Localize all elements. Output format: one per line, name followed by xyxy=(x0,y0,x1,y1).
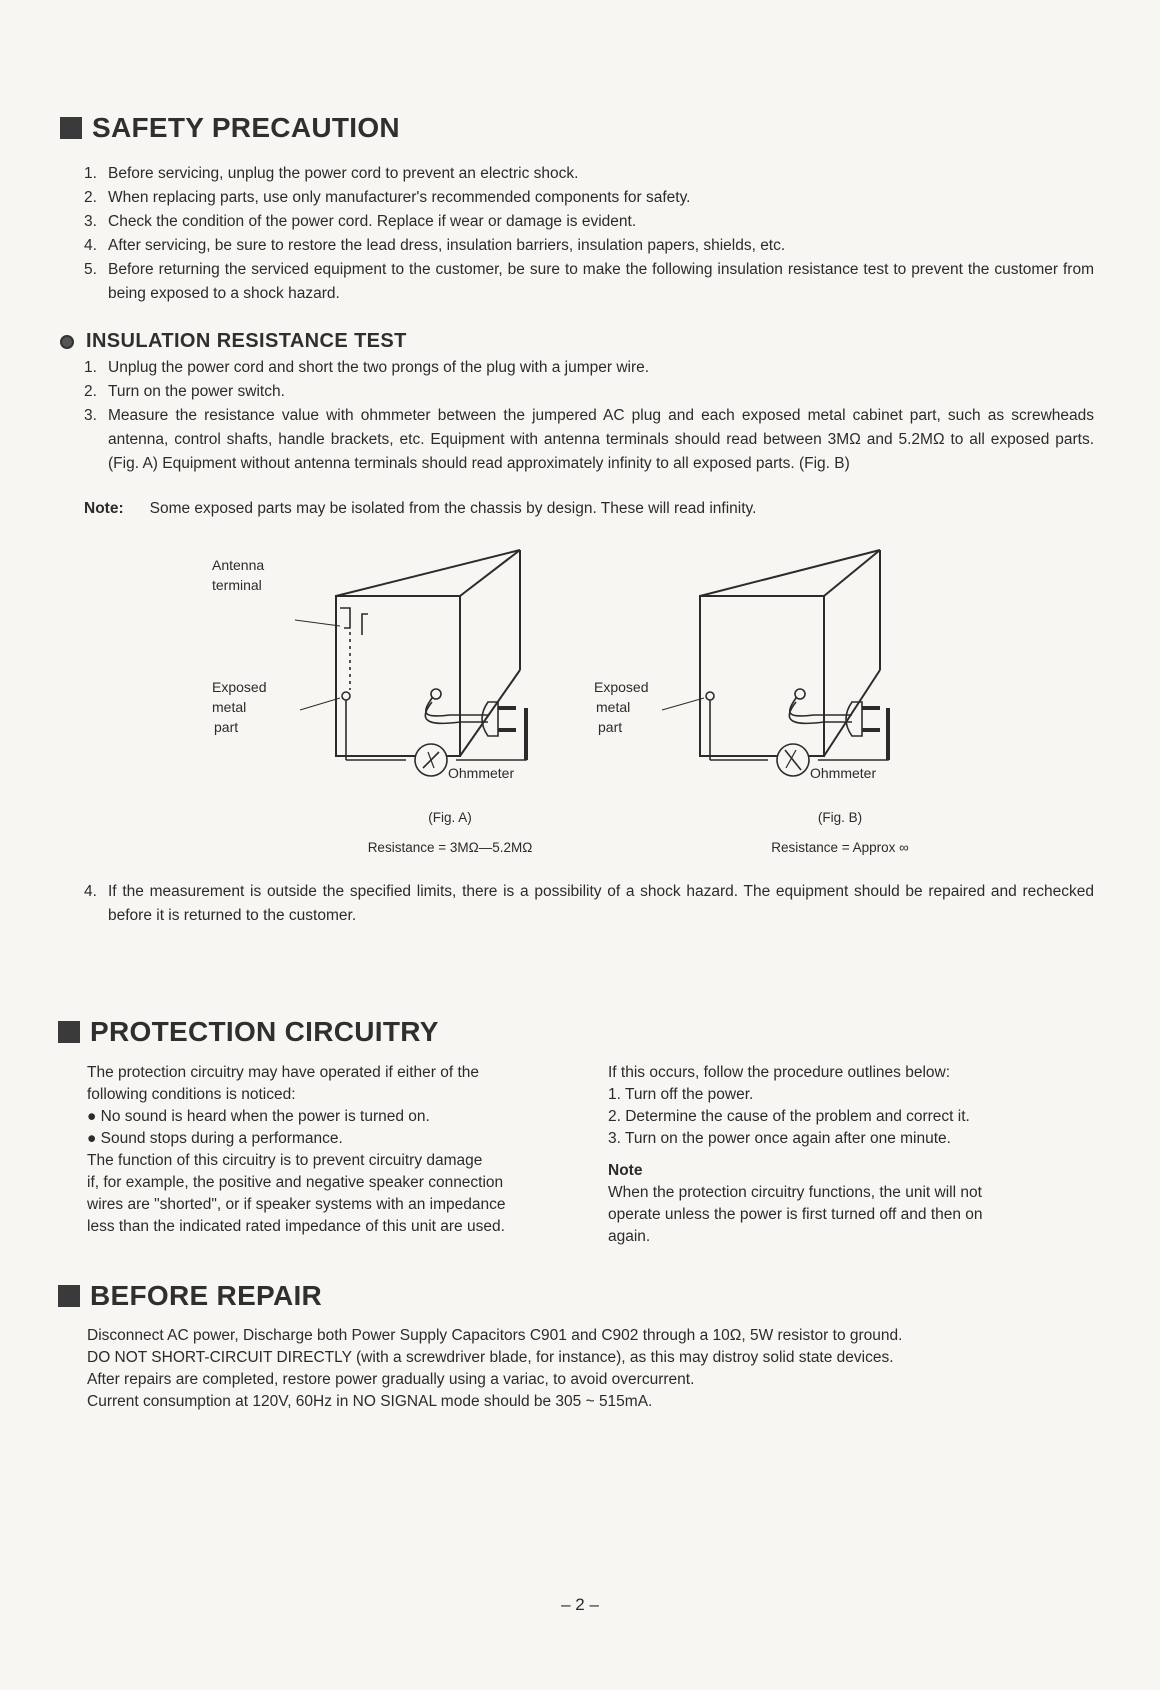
item-text: After servicing, be sure to restore the lead dress, insulation barriers, insulation papers, shields, etc. xyxy=(108,237,786,254)
ohmmeter-label: Ohmmeter xyxy=(810,765,877,781)
paragraph-line: The function of this circuitry is to prevent circuitry damage xyxy=(87,1152,483,1169)
list-item xyxy=(84,234,1094,258)
paragraph-line: less than the indicated rated impedance of this unit are used. xyxy=(87,1218,505,1235)
page-number: – 2 – xyxy=(561,1595,599,1614)
exposed-label-3: part xyxy=(214,719,239,735)
note-line: operate unless the power is first turned off and then on xyxy=(608,1206,983,1223)
item-text: Unplug the power cord and short the two prongs of the plug with a jumper wire. xyxy=(108,359,650,376)
paragraph-line: Disconnect AC power, Discharge both Power Supply Capacitors C901 and C902 through a 10Ω, 5W resistor to ground. xyxy=(87,1327,903,1344)
list-item xyxy=(84,380,1094,404)
list-item xyxy=(84,880,1094,928)
safety-list xyxy=(84,162,1094,306)
exposed-label-2: metal xyxy=(212,699,247,715)
repair-heading xyxy=(58,1280,322,1312)
chassis-box xyxy=(700,550,880,756)
list-item xyxy=(84,186,1094,210)
exposed-label-1: Exposed xyxy=(212,679,267,695)
safety-title: SAFETY PRECAUTION xyxy=(92,112,400,143)
paragraph-line: wires are "shorted", or if speaker systems with an impedance xyxy=(87,1196,506,1213)
list-item xyxy=(84,356,1094,380)
list-item xyxy=(84,162,1094,186)
item-number: 3. xyxy=(84,407,97,424)
antenna-terminal xyxy=(295,608,368,690)
paragraph-line: if, for example, the positive and negative speaker connection xyxy=(87,1174,504,1191)
item-text: When replacing parts, use only manufacturer's recommended components for safety. xyxy=(108,189,691,206)
item-number: 1. xyxy=(84,165,97,182)
chassis-box xyxy=(336,550,520,756)
section-square-icon xyxy=(58,1021,80,1043)
bullet-line: ● Sound stops during a performance. xyxy=(87,1130,343,1147)
wiring xyxy=(662,689,888,760)
item-number: 5. xyxy=(84,261,97,278)
safety-heading xyxy=(60,112,400,144)
protection-right-column xyxy=(608,1062,1088,1248)
step-line: 2. Determine the cause of the problem and correct it. xyxy=(608,1108,970,1125)
wiring xyxy=(300,689,526,760)
item-number: 2. xyxy=(84,383,97,400)
figure-b-diagram xyxy=(590,540,950,800)
item-text: Before servicing, unplug the power cord to prevent an electric shock. xyxy=(108,165,579,182)
step-line: 1. Turn off the power. xyxy=(608,1086,754,1103)
figure-b-resistance: Resistance = Approx ∞ xyxy=(771,840,909,855)
insulation-list-continued xyxy=(84,880,1094,928)
protection-heading xyxy=(58,1016,439,1048)
item-text: Before returning the serviced equipment to the customer, be sure to make the following insulation resistance test to prevent the customer from being exposed to a shock hazard. xyxy=(108,261,1094,302)
note-line: When the protection circuitry functions, the unit will not xyxy=(608,1184,982,1201)
figure-b-caption: (Fig. B) xyxy=(817,810,863,825)
list-item xyxy=(84,210,1094,234)
item-text: Check the condition of the power cord. Replace if wear or damage is evident. xyxy=(108,213,637,230)
paragraph-line: The protection circuitry may have operated if either of the xyxy=(87,1064,480,1081)
item-text: Measure the resistance value with ohmmeter between the jumpered AC plug and each exposed metal cabinet part, such as screwheads antenna, control shafts, handle brackets, etc. Equipment with antenna terminals should read between 3MΩ and 5.2MΩ to all exposed parts. (Fig. A) Equipment without antenna terminals should read approximately infinity to all exposed parts. (Fig. B) xyxy=(108,407,1094,472)
note-line: again. xyxy=(608,1228,651,1245)
figure-a-resistance: Resistance = 3MΩ—5.2MΩ xyxy=(367,840,533,855)
figure-a-diagram xyxy=(212,540,580,800)
insulation-heading xyxy=(60,330,407,353)
insulation-note xyxy=(84,500,756,518)
item-number: 2. xyxy=(84,189,97,206)
paragraph-line: Current consumption at 120V, 60Hz in NO SIGNAL mode should be 305 ~ 515mA. xyxy=(87,1393,653,1410)
note-text: Some exposed parts may be isolated from the chassis by design. These will read infinity. xyxy=(149,500,757,517)
exposed-label-1: Exposed xyxy=(594,679,649,695)
paragraph-line: DO NOT SHORT-CIRCUIT DIRECTLY (with a screwdriver blade, for instance), as this may distroy solid state devices. xyxy=(87,1349,894,1366)
ohmmeter-label: Ohmmeter xyxy=(448,765,515,781)
section-square-icon xyxy=(58,1285,80,1307)
insulation-title: INSULATION RESISTANCE TEST xyxy=(86,330,407,352)
ohmmeter-icon xyxy=(415,744,447,776)
exposed-label-2: metal xyxy=(596,699,631,715)
list-item xyxy=(84,258,1094,306)
repair-text xyxy=(87,1325,1107,1413)
paragraph-line: If this occurs, follow the procedure outlines below: xyxy=(608,1064,951,1081)
ohmmeter-icon xyxy=(777,744,809,776)
item-text: Turn on the power switch. xyxy=(108,383,285,400)
list-item xyxy=(84,404,1094,476)
note-label: Note xyxy=(608,1162,643,1179)
bullet-line: ● No sound is heard when the power is turned on. xyxy=(87,1108,430,1125)
antenna-label-1: Antenna xyxy=(212,557,265,573)
step-line: 3. Turn on the power once again after one minute. xyxy=(608,1130,951,1147)
exposed-label-3: part xyxy=(598,719,623,735)
item-number: 3. xyxy=(84,213,97,230)
protection-title: PROTECTION CIRCUITRY xyxy=(90,1016,439,1047)
paragraph-line: After repairs are completed, restore power gradually using a variac, to avoid overcurrent. xyxy=(87,1371,695,1388)
antenna-label-2: terminal xyxy=(212,577,262,593)
item-number: 4. xyxy=(84,883,97,900)
item-text: If the measurement is outside the specified limits, there is a possibility of a shock hazard. The equipment should be repaired and rechecked before it is returned to the customer. xyxy=(108,883,1094,924)
figure-a-caption: (Fig. A) xyxy=(428,810,472,825)
section-square-icon xyxy=(60,117,82,139)
bullet-icon xyxy=(60,335,74,349)
insulation-list xyxy=(84,356,1094,476)
paragraph-line: following conditions is noticed: xyxy=(87,1086,296,1103)
item-number: 1. xyxy=(84,359,97,376)
note-label: Note: xyxy=(84,500,124,517)
protection-left-column xyxy=(87,1062,607,1238)
repair-title: BEFORE REPAIR xyxy=(90,1280,323,1311)
item-number: 4. xyxy=(84,237,97,254)
